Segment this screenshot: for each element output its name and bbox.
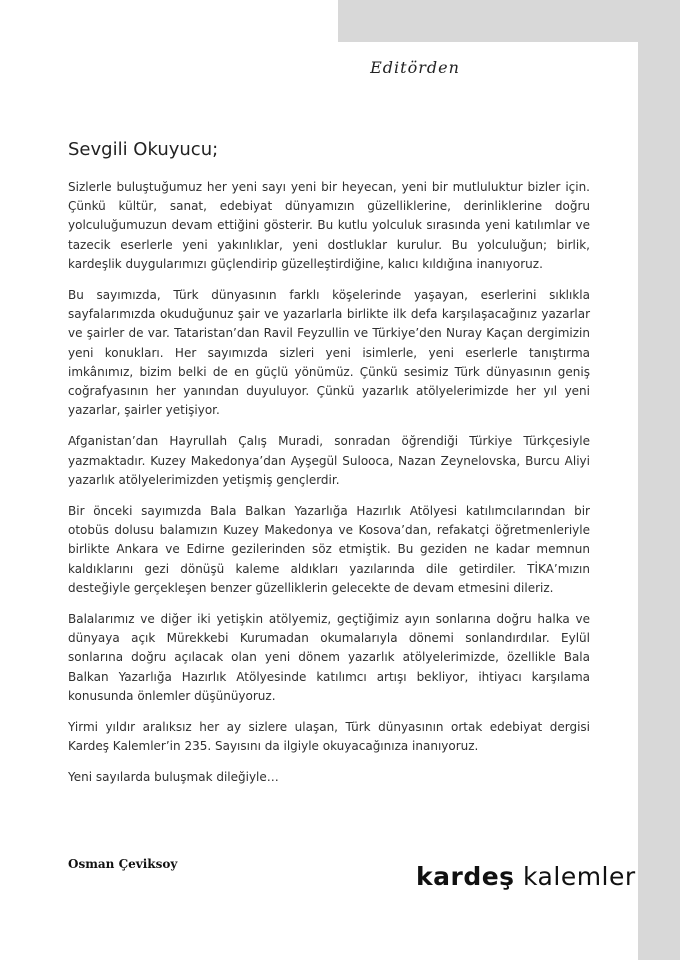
author-signature: Osman Çeviksoy: [68, 857, 178, 871]
paragraph: Sizlerle buluştuğumuz her yeni sayı yeni bir heyecan, yeni bir mutluluktur bizler için. Çünkü kültür, sanat, edebiyat dünyamızın güzelliklerine, derinliklerine doğru yolculuğumuzun devam ettiğini gösterir. Bu kutlu yolculuk sırasında yeni katılımlar ve tazecik eserlerle yeni yakınlıklar, yeni dostluklar kurulur. Bu yolculuğun; birlik, kardeşlik duygularımızı güçlendirip güzelleştirdiğine, kalıcı kıldığına inanıyoruz.: [68, 180, 590, 271]
header-gray-band: [338, 0, 680, 42]
section-label: Editörden: [370, 58, 460, 77]
logo-word-kalemler: kalemler: [523, 862, 636, 891]
letter-body: [68, 178, 590, 800]
paragraph: Afganistan’dan Hayrullah Çalış Muradi, sonradan öğrendiği Türkiye Türkçesiyle yazmaktadır. Kuzey Makedonya’dan Ayşegül Sulooca, Nazan Zeynelovska, Burcu Aliyi yazarlık atölyelerimizden yetişmiş gençlerdir.: [68, 434, 590, 487]
magazine-logo: [416, 862, 636, 891]
paragraph: Balalarımız ve diğer iki yetişkin atölyemiz, geçtiğimiz ayın sonlarına doğru halka ve dünyaya açık Mürekkebi Kurumadan okumalarıyla dönemi sonlandırdılar. Eylül sonlarına doğru açılacak olan yeni dönem yazarlık atölyelerimizde, özellikle Bala Balkan Yazarlığa Hazırlık Atölyesinde katılımcı artışı bekliyor, ihtiyacı karşılama konusunda önlemler düşünüyoruz.: [68, 612, 590, 703]
paragraph: Bu sayımızda, Türk dünyasının farklı köşelerinde yaşayan, eserlerini sıklıkla sayfalarımızda okuduğunuz şair ve yazarlarla birlikte ilk defa karşılaşacağınız yazarlar ve şairler de var. Tataristan’dan Ravil Feyzullin ve Türkiye’den Nuray Kaçan dergimizin yeni konukları. Her sayımızda sizleri yeni isimlerle, yeni eserlerle tanıştırma imkânımız, bizim belki de en güçlü yönümüz. Çünkü sesimiz Türk dünyasının geniş coğrafyasının her yanından duyuluyor. Çünkü yazarlık atölyelerimizde her yıl yeni yazarlar, şairler yetişiyor.: [68, 288, 590, 418]
paragraph: Bir önceki sayımızda Bala Balkan Yazarlığa Hazırlık Atölyesi katılımcılarından bir otobüs dolusu balamızın Kuzey Makedonya ve Kosova’dan, refakatçi öğretmenleriyle birlikte Ankara ve Edirne gezilerinden söz etmiştik. Bu geziden ne kadar memnun kaldıklarını gezi dönüşü kaleme aldıkları yazılarında dile getirdiler. TİKA’mızın desteğiyle gerçekleşen benzer güzelliklerin gelecekte de devam etmesini dileriz.: [68, 504, 590, 595]
paragraph: Yirmi yıldır aralıksız her ay sizlere ulaşan, Türk dünyasının ortak edebiyat dergisi Kardeş Kalemler’in 235. Sayısını da ilgiyle okuyacağınıza inanıyoruz.: [68, 720, 590, 754]
salutation: Sevgili Okuyucu;: [68, 139, 219, 160]
side-gray-band: [638, 0, 680, 960]
closing-line: Yeni sayılarda buluşmak dileğiyle…: [68, 770, 279, 785]
logo-word-kardes: kardeş: [416, 862, 515, 891]
